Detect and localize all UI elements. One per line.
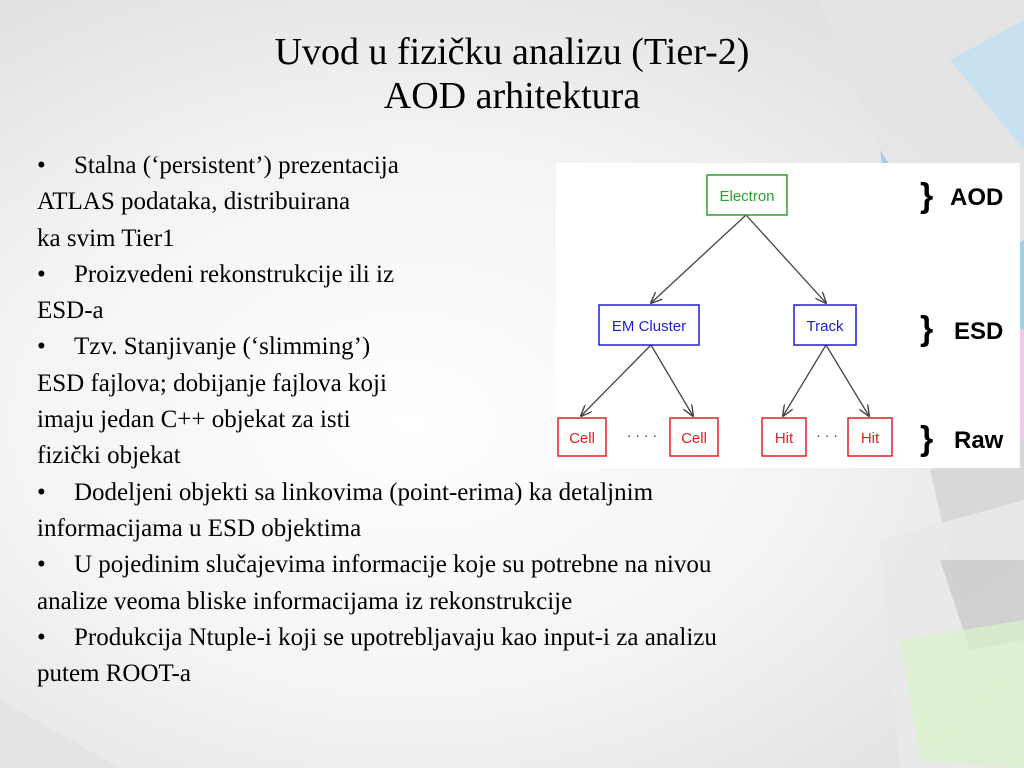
list-item [37,511,997,547]
line-text: ESD-a [37,297,104,325]
node-cell-2 [670,418,718,456]
line-text: U pojedinim slučajevima informacije koje su potrebne na nivou [74,551,712,579]
line-text: fizički objekat [37,442,181,470]
level-label-aod: AOD [950,184,1004,211]
arrow-emcluster-to-cell-1 [581,345,651,416]
line-text: Produkcija Ntuple-i koji se upotrebljavaju kao input-i za analizu [74,623,717,651]
node-em-cluster [599,305,699,345]
list-item [37,584,997,620]
arrow-track-to-hit-2 [826,345,869,416]
node-cell-1-label: Cell [569,430,595,447]
list-item [37,656,997,692]
ellipsis-cells: · · · · [626,427,658,443]
node-hit-1-label: Hit [774,430,794,447]
node-electron [707,175,787,215]
node-cell-2-label: Cell [681,430,707,447]
node-em-cluster-label: EM Cluster [611,318,687,335]
brace-aod: } [920,177,934,215]
node-hit-1 [762,418,806,456]
line-text: ATLAS podataka, distribuirana [37,188,351,216]
arrow-emcluster-to-cell-2 [651,345,693,416]
arrow-electron-to-track [746,215,826,303]
line-text: ESD fajlova; dobijanje fajlova koji [37,369,387,397]
node-cell-1 [558,418,606,456]
ellipsis-hits: · · · [816,427,838,443]
node-electron-label: Electron [719,188,775,205]
bullet-marker: • [37,333,46,361]
line-text: imaju jedan C++ objekat za isti [37,406,351,434]
bullet-marker: • [37,551,46,579]
arrow-electron-to-emcluster [651,215,746,303]
node-track [794,305,856,345]
node-hit-2-label: Hit [860,430,880,447]
line-text: Proizvedeni rekonstrukcije ili iz [74,260,395,288]
line-text: Stalna (‘persistent’) prezentacija [74,152,399,179]
line-text: putem ROOT-a [37,660,191,688]
line-text: analize veoma bliske informacijama iz rekonstrukcije [37,587,573,615]
line-text: Tzv. Stanjivanje (‘slimming’) [74,333,371,361]
line-text: informacijama u ESD objektima [37,514,362,542]
node-track-label: Track [806,318,844,335]
bullet-marker: • [37,623,46,651]
list-item [37,475,997,511]
brace-raw: } [920,420,934,458]
title-line-2: AOD arhitektura [383,75,641,117]
diagram-svg [556,163,1020,468]
arrow-track-to-hit-1 [783,345,826,416]
level-label-raw: Raw [954,427,1004,454]
level-label-esd: ESD [954,318,1004,345]
list-item [37,620,997,656]
aod-architecture-diagram [556,163,1020,468]
bullet-marker: • [37,260,46,288]
bullet-marker: • [37,152,46,179]
list-item [37,547,997,583]
slide-title [0,30,1024,118]
line-text: Dodeljeni objekti sa linkovima (point-erima) ka detaljnim [74,478,654,506]
brace-esd: } [920,310,934,348]
node-hit-2 [848,418,892,456]
bullet-marker: • [37,478,46,506]
line-text: ka svim Tier1 [37,224,175,252]
title-line-1: Uvod u fizičku analizu (Tier-2) [274,31,750,73]
